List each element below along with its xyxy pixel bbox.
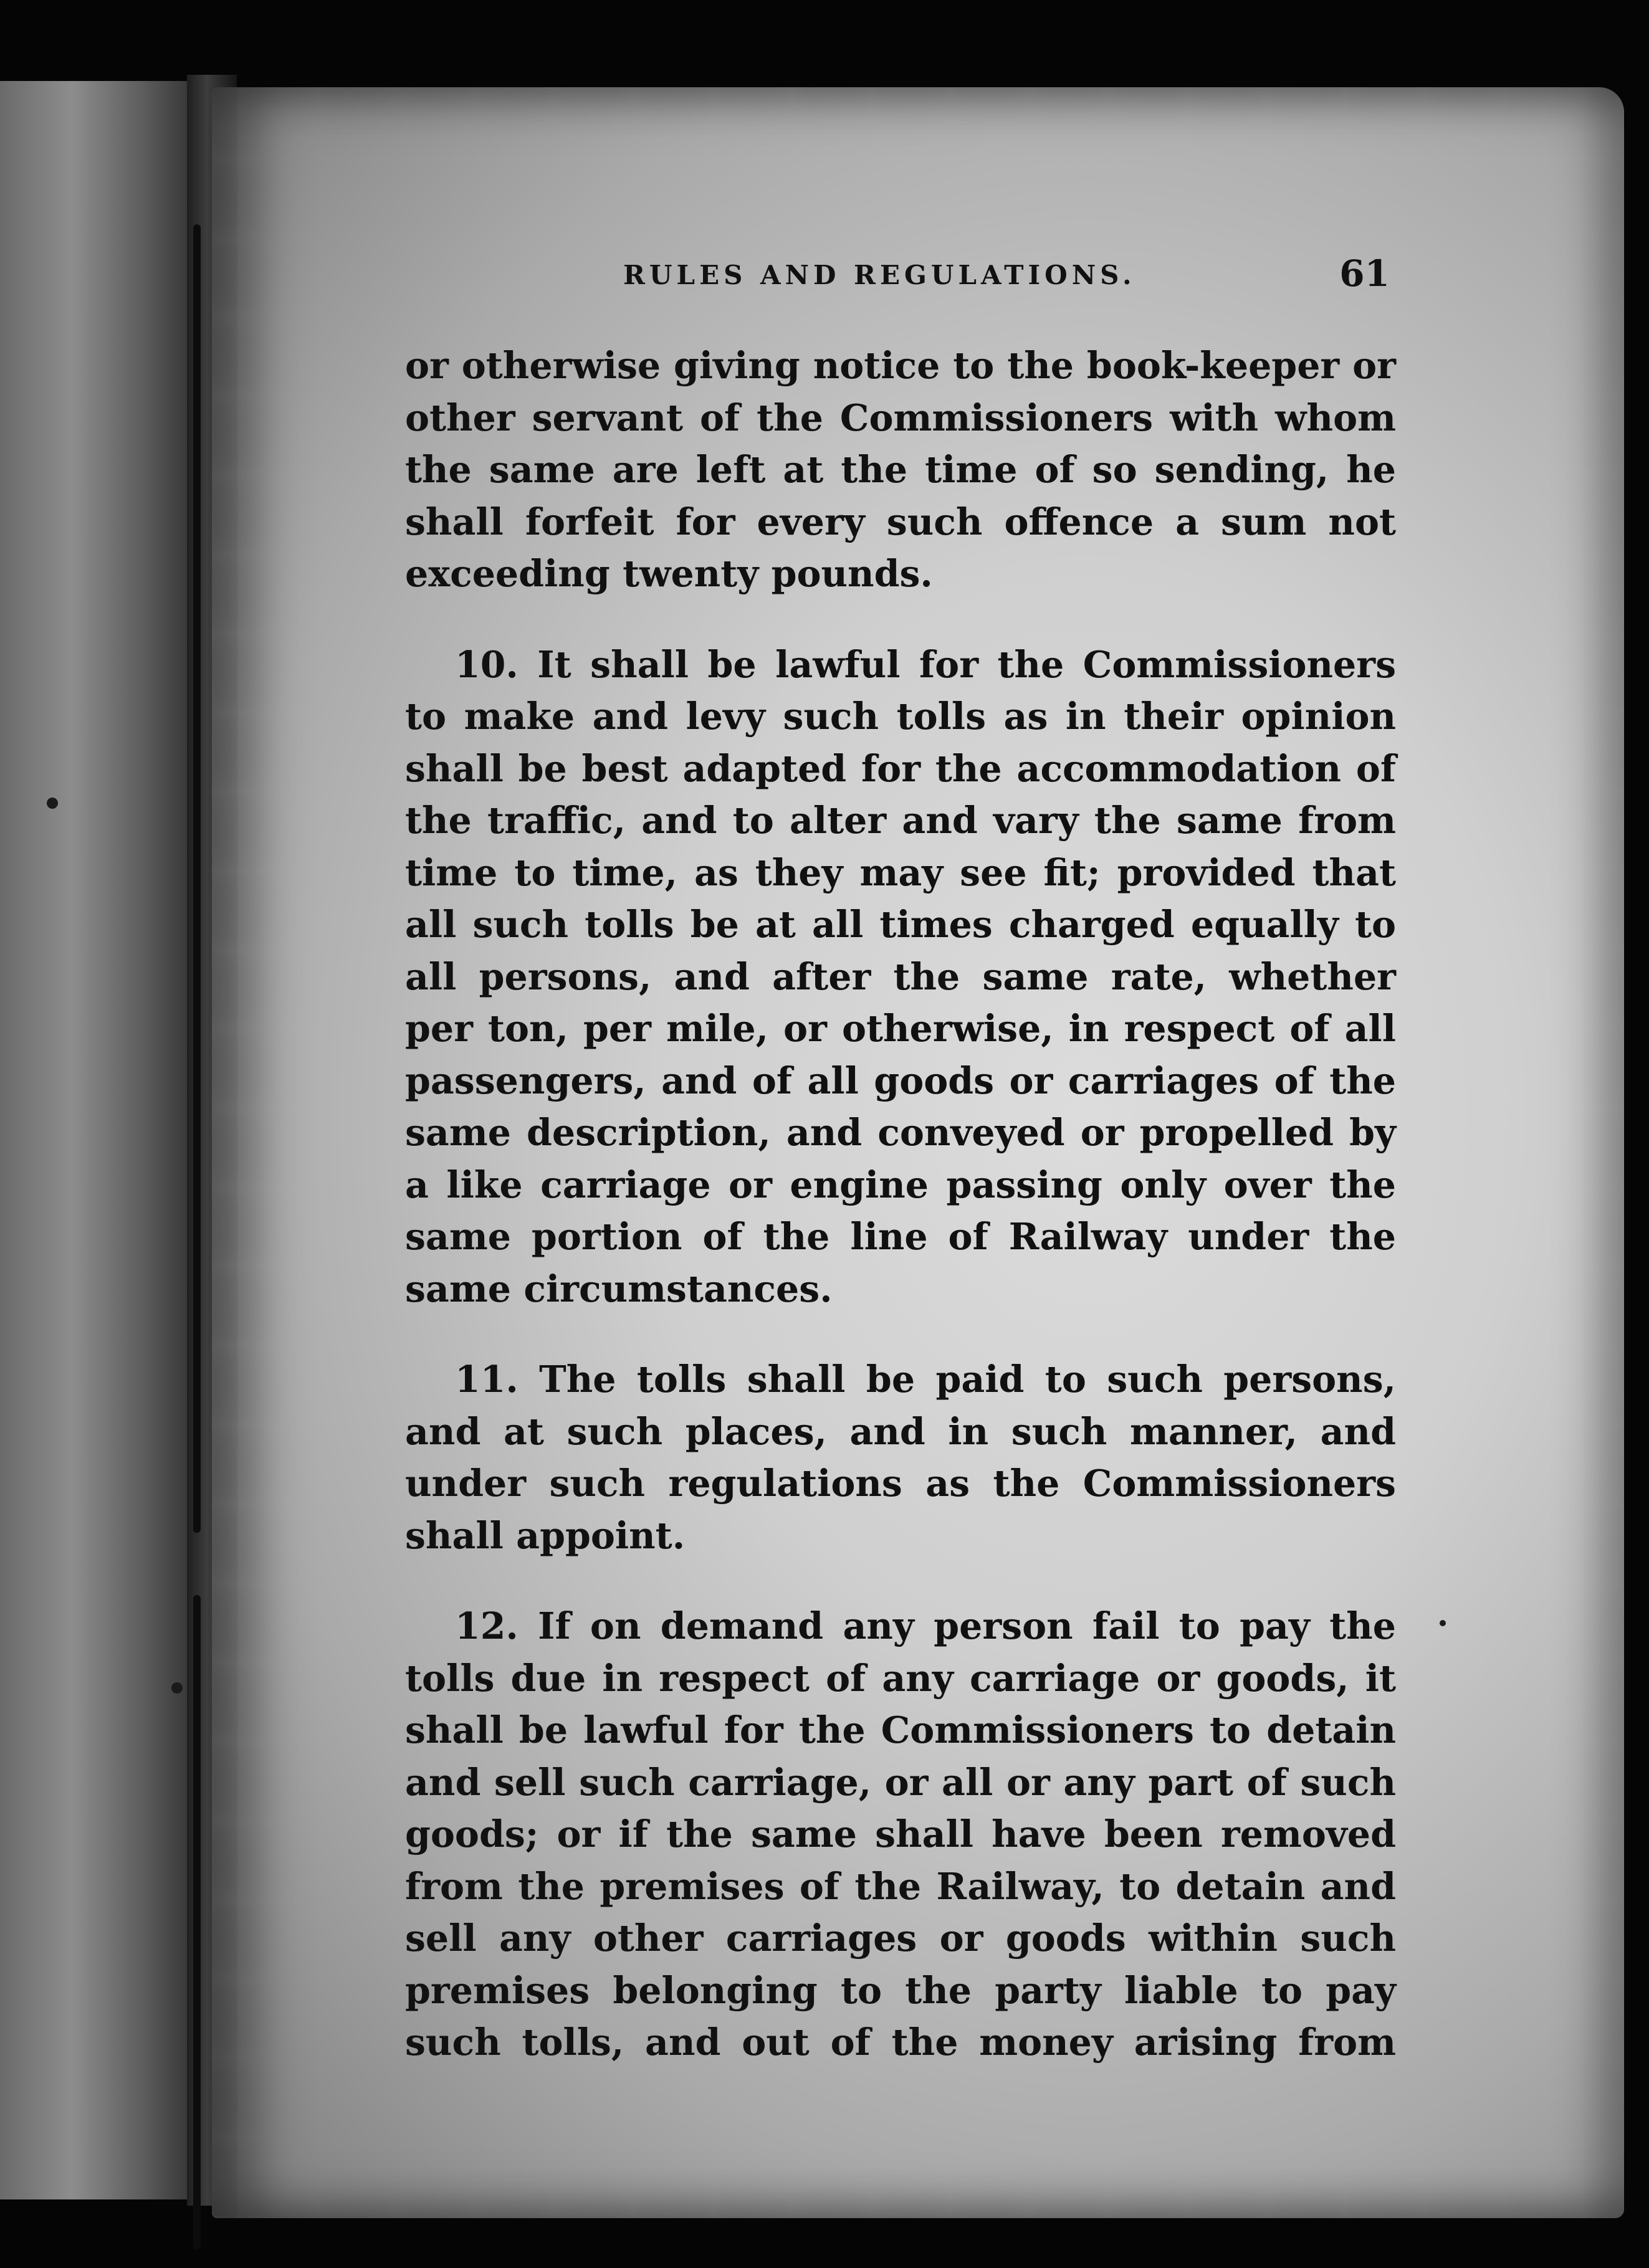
text-line: sell any other carriages or goods within such — [405, 1917, 1396, 1960]
text-line: shall be lawful for the Commissioners to detain — [405, 1708, 1396, 1751]
text-line: and sell such carriage, or all or any part of such — [405, 1760, 1396, 1804]
text-line: time to time, as they may see fit; provided that — [405, 850, 1396, 894]
text-line: per ton, per mile, or otherwise, in respect of all — [405, 1007, 1396, 1050]
paragraph — [405, 340, 1396, 600]
text-line: 12. If on demand any person fail to pay the — [455, 1604, 1396, 1647]
text-line: shall appoint. — [405, 1513, 686, 1557]
text-line: under such regulations as the Commissioners — [405, 1462, 1396, 1505]
text-line: premises belonging to the party liable to pay — [405, 1968, 1396, 2012]
text-line: such tolls, and out of the money arising from — [405, 2021, 1396, 2064]
binding-stitch — [193, 224, 201, 623]
running-title: RULES AND REGULATIONS. — [623, 260, 1136, 290]
page-header — [623, 252, 1390, 302]
binding-stitch — [193, 1595, 201, 2249]
text-line: 11. The tolls shall be paid to such persons, — [455, 1358, 1396, 1401]
text-line: all such tolls be at all times charged equally to — [405, 903, 1396, 946]
text-line: shall forfeit for every such offence a sum not — [405, 500, 1396, 543]
binding-stitch — [193, 598, 201, 1533]
text-line: to make and levy such tolls as in their opinion — [405, 695, 1396, 738]
ink-speck — [1440, 1620, 1446, 1626]
ink-speck — [171, 1682, 183, 1694]
text-line: 10. It shall be lawful for the Commissioners — [455, 642, 1396, 686]
text-line: same description, and conveyed or propelled by — [405, 1111, 1396, 1154]
text-line: all persons, and after the same rate, whether — [405, 955, 1396, 998]
page-number: 61 — [1339, 252, 1390, 295]
text-line: the same are left at the time of so sending, he — [405, 448, 1396, 491]
paragraph — [405, 1600, 1396, 2069]
text-line: a like carriage or engine passing only over the — [405, 1163, 1396, 1206]
paragraph — [405, 1353, 1396, 1561]
body-text — [405, 340, 1396, 2069]
ink-speck — [47, 798, 58, 809]
text-line: tolls due in respect of any carriage or goods, it — [405, 1656, 1396, 1700]
text-line: exceeding twenty pounds. — [405, 552, 933, 595]
text-line: from the premises of the Railway, to detain and — [405, 1864, 1396, 1908]
text-line: same portion of the line of Railway under the — [405, 1215, 1396, 1258]
text-line: same circumstances. — [405, 1267, 833, 1310]
text-line: passengers, and of all goods or carriages of the — [405, 1059, 1396, 1102]
paragraph — [405, 639, 1396, 1315]
text-line: other servant of the Commissioners with whom — [405, 396, 1396, 439]
text-line: the traffic, and to alter and vary the same from — [405, 799, 1396, 842]
text-line: or otherwise giving notice to the book-keeper or — [405, 344, 1396, 387]
previous-page-edge — [0, 81, 206, 2199]
text-line: and at such places, and in such manner, and — [405, 1409, 1396, 1453]
text-line: goods; or if the same shall have been removed — [405, 1813, 1396, 1856]
text-line: shall be best adapted for the accommodation of — [405, 746, 1396, 790]
